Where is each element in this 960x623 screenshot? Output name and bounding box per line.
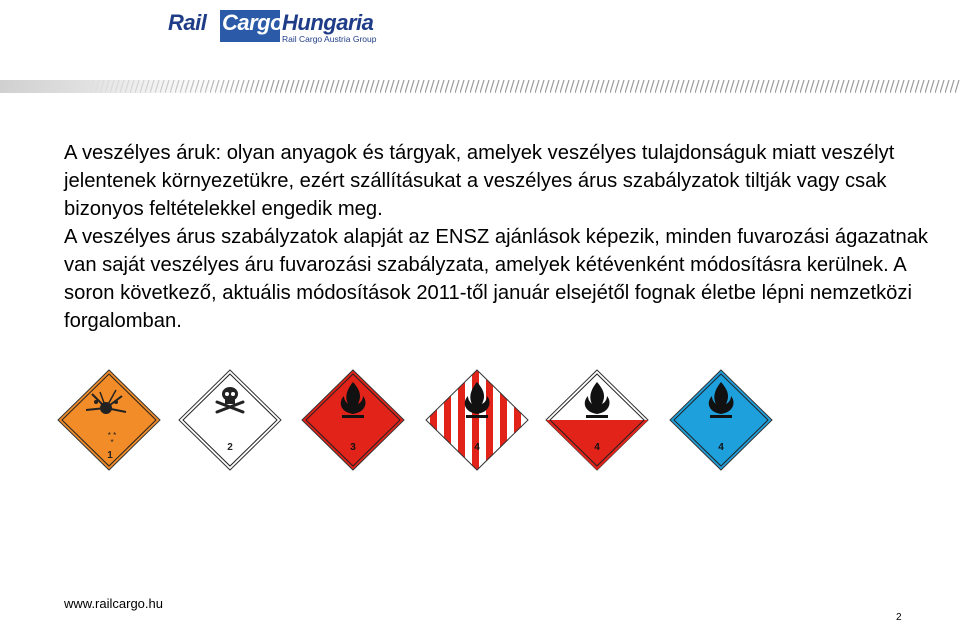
placard-class-3 [300,368,406,472]
page-number: 2 [896,612,902,623]
placard-class-4-1 [424,368,530,472]
regulation-paragraph: A veszélyes árus szabályzatok alapját az ENSZ ajánlások képezik, minden fuvarozási ágazatnak van saját veszélyes áru fuvarozási szabályzata, amelyek kétévenként módosításra kerülnek. A soron következő, aktuális módosítások 2011-től január elsejétől fognak életbe lépni nemzetközi forgalomban. [64,226,929,332]
logo-subtitle: Rail Cargo Austria Group [282,34,377,44]
placard-class-3-number: 3 [350,442,356,453]
placard-class-1-number: 1 [107,450,113,461]
svg-text:* *: * * [107,431,117,440]
placard-class-4-2 [544,368,650,472]
placard-class-4-3-number: 4 [718,442,724,453]
logo-word-cargo: Cargo [222,10,284,35]
logo-cargo-box [220,10,284,42]
placard-class-2 [177,368,283,472]
svg-text:*: * [110,438,114,447]
placard-class-1 [56,368,162,472]
hazard-placards [56,368,776,472]
intro-paragraph: A veszélyes áruk: olyan anyagok és tárgyak, amelyek veszélyes tulajdonságuk miatt veszélyt jelentenek környezetükre, ezért szállításukat a veszélyes árus szabályzatok tiltják vagy csak bizonyos feltételekkel engedik meg. [64,142,895,220]
logo-word-hungaria: Hungaria [282,10,374,35]
footer-website-url: www.railcargo.hu [64,596,163,611]
header-stripe-band [0,80,960,93]
logo-word-rail: Rail [168,10,207,35]
placard-class-4-2-number: 4 [594,442,600,453]
placard-class-4-3 [668,368,774,472]
placard-class-4-1-number: 4 [474,442,480,453]
placard-class-2-number: 2 [227,442,233,453]
